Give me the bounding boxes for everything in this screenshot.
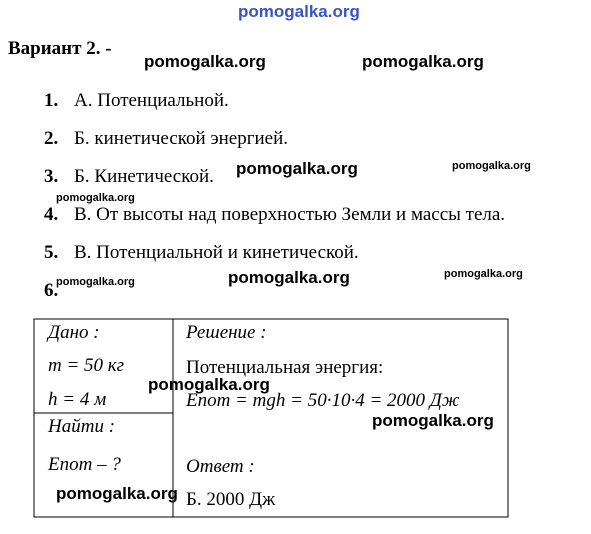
watermark: pomogalka.org — [56, 484, 178, 503]
watermark: pomogalka.org — [452, 160, 531, 172]
watermark: pomogalka.org — [56, 192, 135, 204]
watermark: pomogalka.org — [228, 268, 350, 287]
answer-item-1: 1. А. Потенциальной. — [44, 90, 229, 111]
solution-line: Потенциальная энергия: — [186, 357, 384, 378]
given-mass: m = 50 кг — [48, 355, 125, 376]
given-height: h = 4 м — [48, 389, 107, 410]
watermark: pomogalka.org — [372, 411, 494, 430]
solution-formula: Eпот = mgh = 50·10·4 = 2000 Дж — [186, 390, 460, 411]
find-label: Найти : — [48, 416, 116, 437]
answer-value: Б. 2000 Дж — [186, 489, 276, 510]
watermark: pomogalka.org — [56, 276, 135, 288]
given-label: Дано : — [48, 322, 100, 343]
solution-label: Решение : — [186, 322, 267, 343]
watermark: pomogalka.org — [148, 375, 270, 394]
answer-item-2: 2. Б. кинетической энергией. — [44, 128, 289, 149]
find-variable: Eпот – ? — [48, 454, 121, 475]
watermark: pomogalka.org — [362, 52, 484, 71]
answer-label: Ответ : — [186, 456, 255, 477]
watermark: pomogalka.org — [144, 52, 266, 71]
variant-title: Вариант 2. - — [8, 38, 112, 59]
answer-item-5: 5. В. Потенциальной и кинетической. — [44, 242, 359, 263]
header-watermark[interactable]: pomogalka.org — [238, 2, 360, 21]
answer-item-4: 4. В. От высоты над поверхностью Земли и массы тела. — [44, 204, 506, 225]
watermark: pomogalka.org — [444, 268, 523, 280]
watermark: pomogalka.org — [236, 159, 358, 178]
answer-item-6: 6. — [44, 280, 59, 301]
answer-item-3: 3. Б. Кинетической. — [44, 166, 214, 187]
